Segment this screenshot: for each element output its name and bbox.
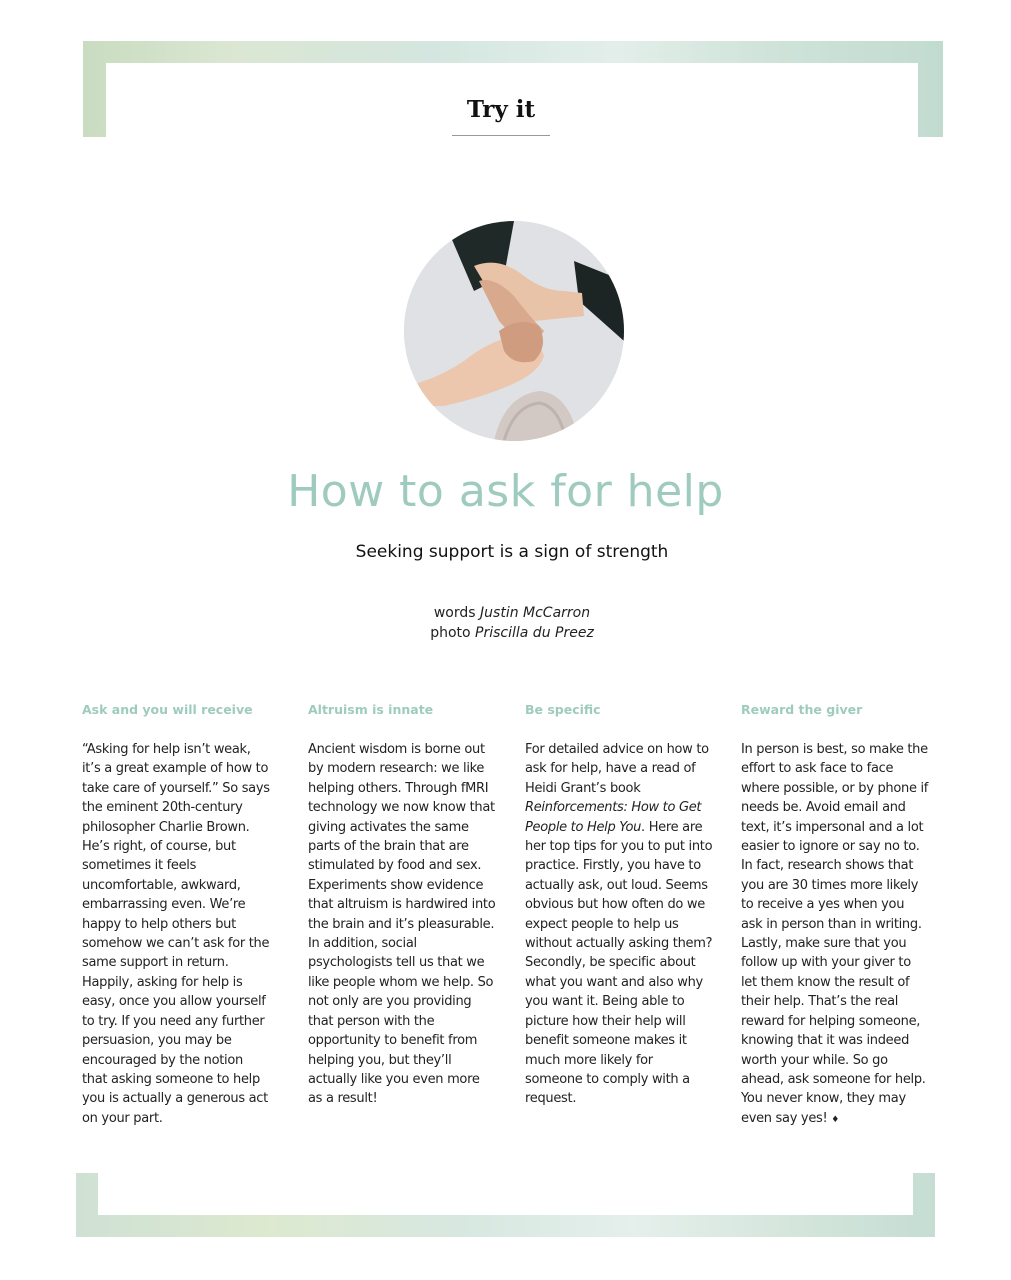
section-label: Try it — [466, 96, 536, 123]
photo-credit-name: Priscilla du Preez — [475, 625, 594, 641]
column-body-text: For detailed advice on how to ask for help, have a read of Heidi Grant’s book — [525, 742, 709, 796]
words-credit-name: Justin McCarron — [480, 605, 591, 621]
column-heading: Ask and you will receive — [82, 702, 253, 717]
end-mark-icon: ♦ — [831, 1114, 840, 1125]
column-body-text: In person is best, so make the effort to ask face to face where possible, or by phone if needs be. Avoid email and text, it’s impersonal and a lot easier to ignore or say no to. In fact, research shows that you are 30 times more likely to receive a yes when you ask in person than in writing. Lastly, make sure that you follow up with your giver to let them know the result of their help. That’s the real reward for helping someone, knowing that it was indeed worth your while. So go ahead, ask someone for help. You never know, they may even say yes! — [741, 742, 929, 1126]
column-heading: Be specific — [525, 702, 601, 717]
column-body-text-cont: . Here are her top tips for you to put into practice. Firstly, you have to actually ask, out loud. Seems obvious but how often do we expect people to help us without actually asking them? Secondly, be specific about what you want and also why you want it. Being able to picture how their help will benefit someone makes it much more likely for someone to comply with a request. — [525, 819, 713, 1107]
column-body — [741, 740, 929, 1130]
column-reward-the-giver — [741, 702, 929, 1130]
column-altruism-is-innate — [308, 702, 496, 1109]
frame-bottom-inner — [98, 1160, 913, 1215]
book-title: Reinforcements: How to Get People to Help You — [525, 800, 702, 835]
column-heading: Altruism is innate — [308, 702, 434, 717]
article-subtitle: Seeking support is a sign of strength — [355, 542, 669, 562]
column-body — [525, 740, 713, 1109]
column-heading: Reward the giver — [741, 702, 863, 717]
words-credit-label: words — [433, 605, 476, 621]
words-credit — [0, 605, 1011, 621]
article-photo — [404, 221, 624, 441]
section-divider — [452, 135, 550, 136]
column-body: “Asking for help isn’t weak, it’s a great example of how to take care of yourself.” So says the eminent 20th-century philosopher Charlie Brown. He’s right, of course, but sometimes it feels uncomfortable, awkward, embarrassing even. We’re happy to help others but somehow we can’t ask for the same support in return. Happily, asking for help is easy, once you allow yourself to try. If you need any further persuasion, you may be encouraged by the notion that asking someone to help you is actually a generous act on your part. — [82, 742, 270, 1126]
photo-credit-label: photo — [430, 625, 471, 641]
column-ask-and-you-will-receive — [82, 702, 270, 1128]
photo-credit — [0, 625, 1011, 641]
column-be-specific — [525, 702, 713, 1109]
article-title: How to ask for help — [287, 466, 724, 517]
hands-together-photo — [404, 221, 624, 441]
column-body: Ancient wisdom is borne out by modern research: we like helping others. Through fMRI technology we now know that giving activates the same parts of the brain that are stimulated by food and sex. Experiments show evidence that altruism is hardwired into the brain and it’s pleasurable. In addition, social psychologists tell us that we like people whom we help. So not only are you providing that person with the opportunity to benefit from helping you, but they’ll actually like you even more as a result! — [308, 742, 496, 1107]
